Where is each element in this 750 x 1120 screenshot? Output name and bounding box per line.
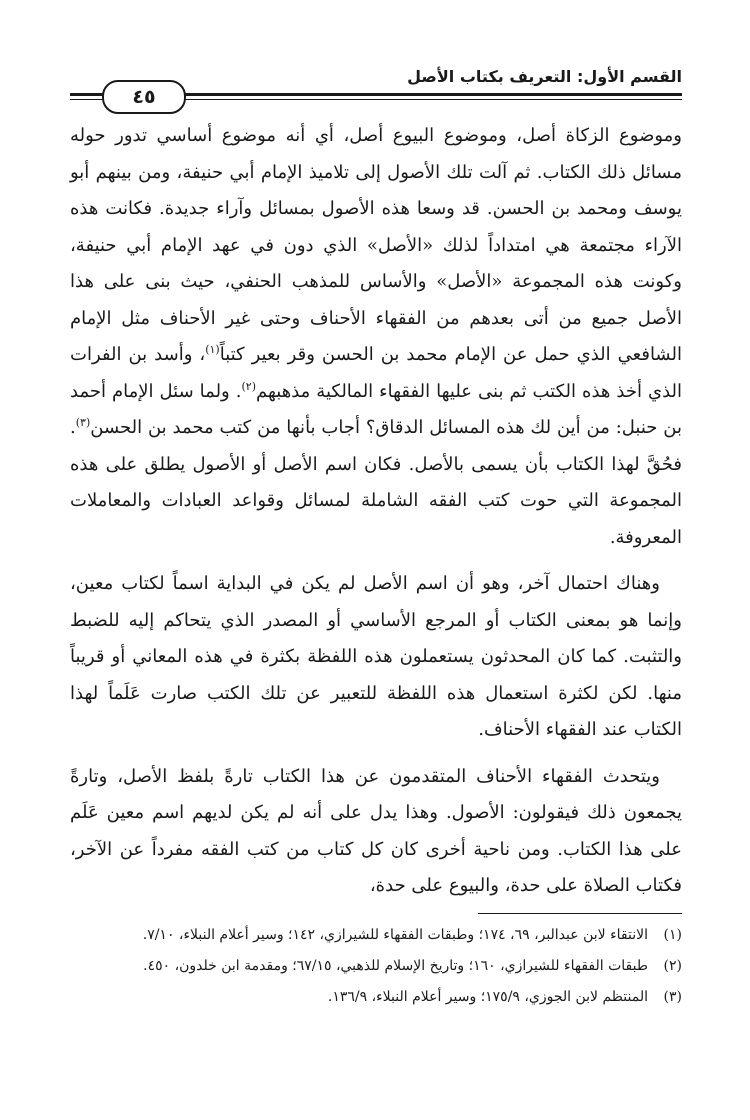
page-header [70,66,682,112]
footnote-text: طبقات الفقهاء للشيرازي، ١٦٠؛ وتاريخ الإسلام للذهبي، ٦٧/١٥؛ ومقدمة ابن خلدون، ٤٥٠. [143,958,648,974]
paragraph-2: وهناك احتمال آخر، وهو أن اسم الأصل لم يكن في البداية اسماً لكتاب معين، وإنما هو بمعنى الكتاب أو المرجع الأساسي أو المصدر الذي يتحاكم إليه للضبط والتثبت. كما كان المحدثون يستعملون هذه اللفظة بكثرة في هذه المعاني أو قريباً منها. لكن لكثرة استعمال هذه اللفظة للتعبير عن تلك الكتب صارت عَلَماً لهذا الكتاب عند الفقهاء الأحناف. [70,573,682,740]
footnote-ref-3[interactable]: (٣) [75,416,91,429]
footnote-2 [70,953,682,980]
footnote-number: (٢) [663,958,682,974]
footnote-1 [70,922,682,949]
footnote-text: الانتقاء لابن عبدالبر، ٦٩، ١٧٤؛ وطبقات الفقهاء للشيرازي، ١٤٢؛ وسير أعلام النبلاء، ٧/١٠. [142,927,648,943]
paragraph-1-part-c: . ولما سئل الإمام أحمد بن حنبل: من أين لك هذه المسائل الدقاق؟ أجاب بأنها من كتب محمد بن الحسن [70,380,682,438]
paragraph-1-part-b: ، وأسد بن الفرات الذي أخذ هذه الكتب ثم بنى عليها الفقهاء المالكية مذهبهم [70,344,682,402]
paragraph-1 [70,118,682,556]
footnote-3 [70,984,682,1011]
page-number: ٤٥ [102,80,186,114]
paragraph-1-part-a: وموضوع الزكاة أصل، وموضوع البيوع أصل، أي أنه موضوع أساسي تدور حوله مسائل ذلك الكتاب. ثم آلت تلك الأصول إلى تلاميذ الإمام أبي حنيفة، ومن بينهم أبو يوسف ومحمد بن الحسن. قد وسعا هذه الأصول بمسائل وآراء جديدة. فكانت هذه الآراء مجتمعة هي امتداداً لذلك «الأصل» الذي دون في عهد الإمام أبي حنيفة، وكونت هذه المجموعة «الأصل» والأساس للمذهب الحنفي، حيث بنى على هذا الأصل جميع من أتى بعدهم من الفقهاء الأحناف وحتى غير الأحناف مثل الإمام الشافعي الذي حمل عن الإمام محمد بن الحسن وقر بعير كتباً [70,125,682,365]
footnote-number: (١) [663,927,682,943]
footnotes [70,922,682,1015]
running-title: القسم الأول: التعريف بكتاب الأصل [407,67,682,86]
footnote-ref-2[interactable]: (٢) [241,379,256,393]
paragraph-3: ويتحدث الفقهاء الأحناف المتقدمون عن هذا الكتاب تارةً بلفظ الأصل، وتارةً يجمعون ذلك فيقولون: الأصول. وهذا يدل على أنه لم يكن لديهم اسم معين عَلَم على هذا الكتاب. ومن ناحية أخرى كان كل كتاب من كتب الفقه مفرداً عن الآخر، فكتاب الصلاة على حدة، والبيوع على حدة، [70,765,682,896]
footnote-ref-1[interactable]: (١) [205,343,220,356]
main-text [70,118,682,905]
paragraph-1-part-d: . فحُقَّ لهذا الكتاب بأن يسمى بالأصل. فكان اسم الأصل أو الأصول يطلق على هذه المجموعة التي حوت كتب الفقه الشاملة لمسائل وقواعد العبادات والمعاملات المعروفة. [70,417,682,548]
footnote-number: (٣) [663,989,682,1005]
footnote-separator [478,913,682,914]
footnote-text: المنتظم لابن الجوزي، ١٧٥/٩؛ وسير أعلام النبلاء، ١٣٦/٩. [327,989,648,1005]
